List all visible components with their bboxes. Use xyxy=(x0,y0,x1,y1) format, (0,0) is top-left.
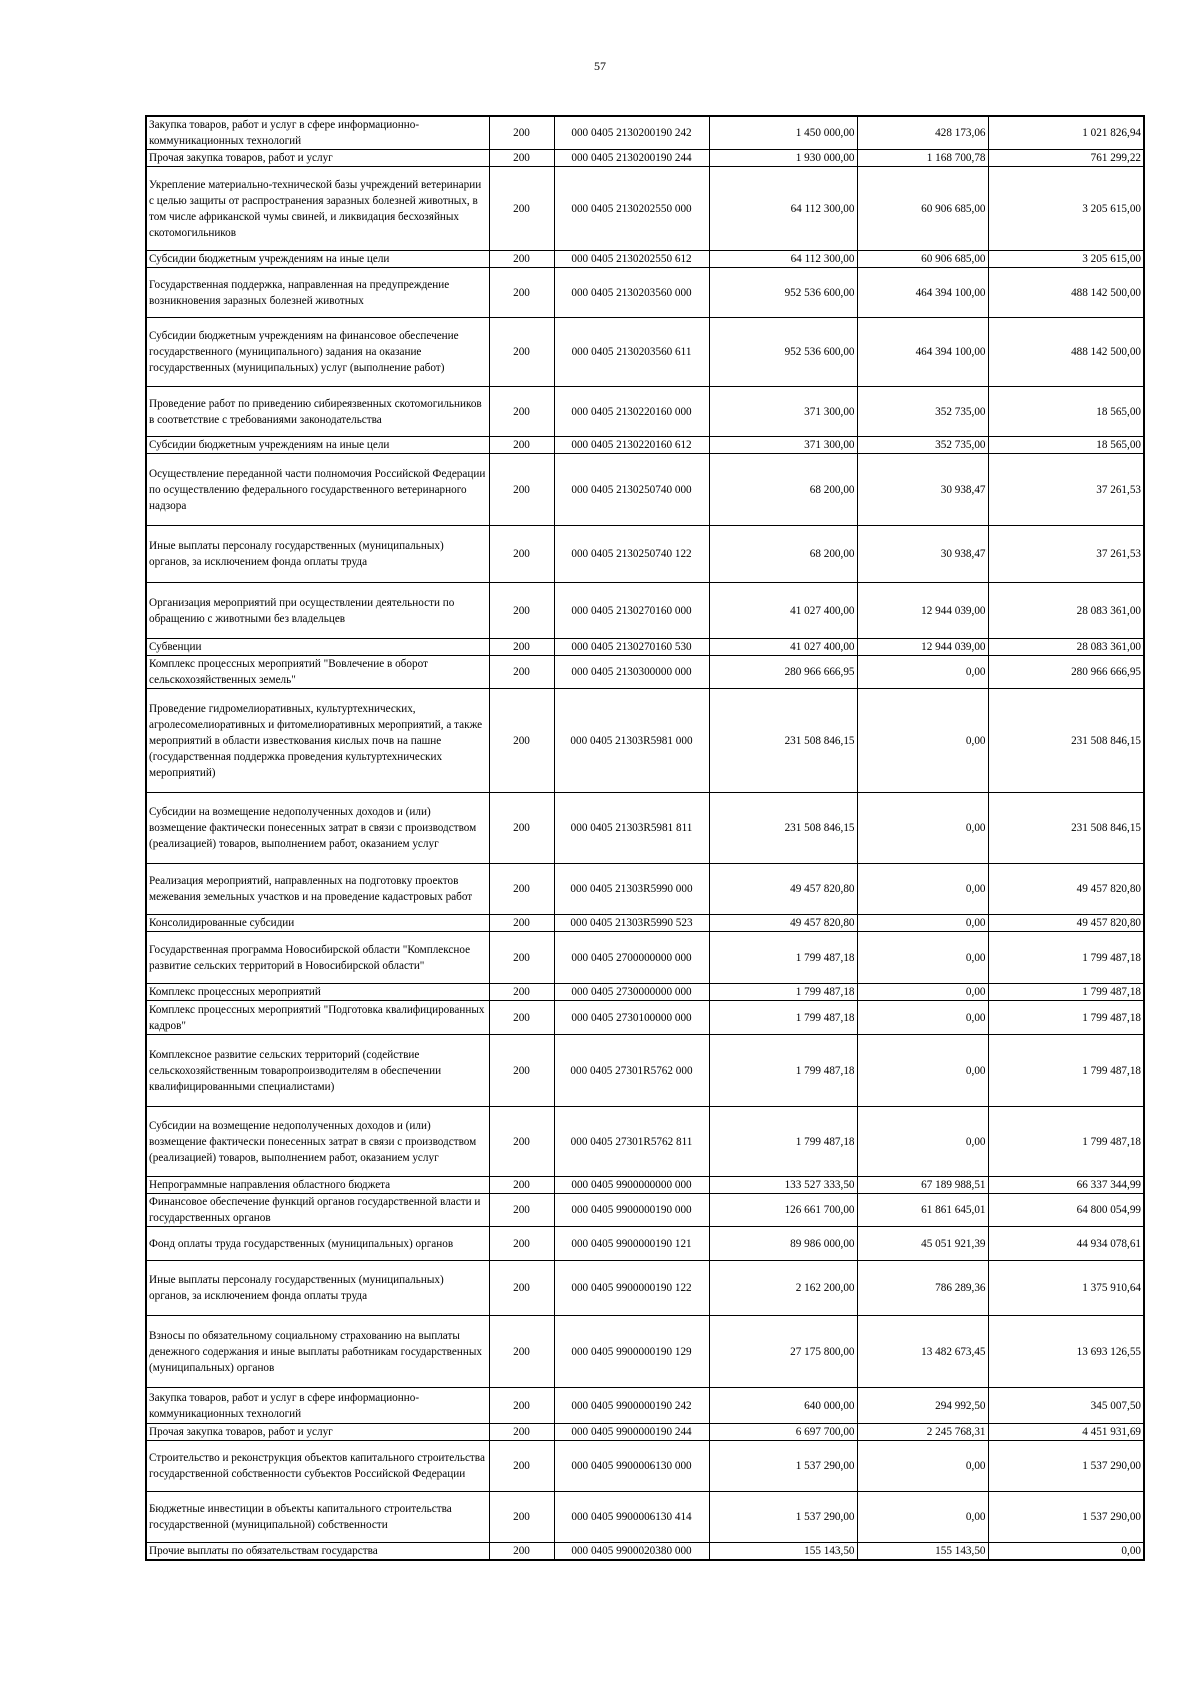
row-executed-amount: 464 394 100,00 xyxy=(857,318,988,387)
row-name: Иные выплаты персоналу государственных (муниципальных) органов, за исключением фонда оплаты труда xyxy=(146,1261,489,1316)
row-approved-amount: 41 027 400,00 xyxy=(709,639,857,656)
row-remaining-amount: 1 799 487,18 xyxy=(988,1001,1144,1035)
row-name: Комплекс процессных мероприятий "Вовлечение в оборот сельскохозяйственных земель" xyxy=(146,656,489,689)
row-approved-amount: 2 162 200,00 xyxy=(709,1261,857,1316)
row-remaining-amount: 13 693 126,55 xyxy=(988,1316,1144,1388)
row-classification-code: 000 0405 2130250740 000 xyxy=(554,454,709,526)
row-classification-code: 000 0405 27301R5762 811 xyxy=(554,1107,709,1177)
row-approved-amount: 640 000,00 xyxy=(709,1388,857,1424)
row-classification-code: 000 0405 2130270160 530 xyxy=(554,639,709,656)
table-row xyxy=(146,437,1144,454)
row-executed-amount: 0,00 xyxy=(857,932,988,984)
row-approved-amount: 371 300,00 xyxy=(709,387,857,437)
row-classification-code: 000 0405 2130200190 244 xyxy=(554,150,709,167)
table-row xyxy=(146,1001,1144,1035)
row-approved-amount: 41 027 400,00 xyxy=(709,583,857,639)
row-line-code: 200 xyxy=(489,1388,554,1424)
table-row xyxy=(146,1424,1144,1441)
row-remaining-amount: 18 565,00 xyxy=(988,387,1144,437)
row-line-code: 200 xyxy=(489,167,554,251)
row-name: Прочая закупка товаров, работ и услуг xyxy=(146,1424,489,1441)
row-classification-code: 000 0405 27301R5762 000 xyxy=(554,1035,709,1107)
row-name: Комплекс процессных мероприятий xyxy=(146,984,489,1001)
row-remaining-amount: 44 934 078,61 xyxy=(988,1227,1144,1261)
row-remaining-amount: 37 261,53 xyxy=(988,526,1144,583)
row-executed-amount: 155 143,50 xyxy=(857,1543,988,1561)
row-executed-amount: 0,00 xyxy=(857,1107,988,1177)
row-executed-amount: 61 861 645,01 xyxy=(857,1194,988,1227)
row-approved-amount: 1 799 487,18 xyxy=(709,1001,857,1035)
row-remaining-amount: 3 205 615,00 xyxy=(988,167,1144,251)
row-executed-amount: 45 051 921,39 xyxy=(857,1227,988,1261)
row-name: Комплексное развитие сельских территорий (содействие сельскохозяйственным товаропроизводителям в обеспечении квалифицированными специалистами) xyxy=(146,1035,489,1107)
table-row xyxy=(146,583,1144,639)
row-remaining-amount: 3 205 615,00 xyxy=(988,251,1144,268)
row-approved-amount: 280 966 666,95 xyxy=(709,656,857,689)
row-name: Взносы по обязательному социальному страхованию на выплаты денежного содержания и иные выплаты работникам государственных (муниципальных) органов xyxy=(146,1316,489,1388)
row-approved-amount: 49 457 820,80 xyxy=(709,915,857,932)
row-line-code: 200 xyxy=(489,1001,554,1035)
row-name: Осуществление переданной части полномочия Российской Федерации по осуществлению федерального государственного ветеринарного надзора xyxy=(146,454,489,526)
row-executed-amount: 352 735,00 xyxy=(857,387,988,437)
row-line-code: 200 xyxy=(489,251,554,268)
table-row xyxy=(146,1316,1144,1388)
table-row xyxy=(146,318,1144,387)
row-line-code: 200 xyxy=(489,1543,554,1561)
row-classification-code: 000 0405 9900000190 121 xyxy=(554,1227,709,1261)
row-classification-code: 000 0405 9900000000 000 xyxy=(554,1177,709,1194)
row-line-code: 200 xyxy=(489,689,554,793)
table-row xyxy=(146,167,1144,251)
row-remaining-amount: 1 799 487,18 xyxy=(988,1035,1144,1107)
row-remaining-amount: 231 508 846,15 xyxy=(988,793,1144,864)
table-row xyxy=(146,454,1144,526)
table-row xyxy=(146,150,1144,167)
row-executed-amount: 0,00 xyxy=(857,793,988,864)
row-line-code: 200 xyxy=(489,1316,554,1388)
row-name: Субсидии на возмещение недополученных доходов и (или) возмещение фактически понесенных затрат в связи с производством (реализацией) товаров, выполнением работ, оказанием услуг xyxy=(146,1107,489,1177)
row-line-code: 200 xyxy=(489,318,554,387)
row-executed-amount: 2 245 768,31 xyxy=(857,1424,988,1441)
row-approved-amount: 133 527 333,50 xyxy=(709,1177,857,1194)
row-approved-amount: 64 112 300,00 xyxy=(709,251,857,268)
row-classification-code: 000 0405 9900000190 129 xyxy=(554,1316,709,1388)
table-row xyxy=(146,1543,1144,1561)
row-name: Непрограммные направления областного бюджета xyxy=(146,1177,489,1194)
row-name: Финансовое обеспечение функций органов государственной власти и государственных органов xyxy=(146,1194,489,1227)
row-executed-amount: 464 394 100,00 xyxy=(857,268,988,318)
row-approved-amount: 1 799 487,18 xyxy=(709,932,857,984)
row-classification-code: 000 0405 2130202550 000 xyxy=(554,167,709,251)
row-name: Иные выплаты персоналу государственных (муниципальных) органов, за исключением фонда оплаты труда xyxy=(146,526,489,583)
row-remaining-amount: 761 299,22 xyxy=(988,150,1144,167)
row-line-code: 200 xyxy=(489,656,554,689)
row-remaining-amount: 18 565,00 xyxy=(988,437,1144,454)
row-line-code: 200 xyxy=(489,437,554,454)
table-row xyxy=(146,251,1144,268)
row-name: Субсидии на возмещение недополученных доходов и (или) возмещение фактически понесенных затрат в связи с производством (реализацией) товаров, выполнением работ, оказанием услуг xyxy=(146,793,489,864)
table-row xyxy=(146,1227,1144,1261)
table-row xyxy=(146,915,1144,932)
row-executed-amount: 0,00 xyxy=(857,1492,988,1543)
row-classification-code: 000 0405 2730000000 000 xyxy=(554,984,709,1001)
row-executed-amount: 13 482 673,45 xyxy=(857,1316,988,1388)
row-approved-amount: 155 143,50 xyxy=(709,1543,857,1561)
row-approved-amount: 1 537 290,00 xyxy=(709,1492,857,1543)
row-executed-amount: 67 189 988,51 xyxy=(857,1177,988,1194)
row-executed-amount: 60 906 685,00 xyxy=(857,167,988,251)
row-remaining-amount: 49 457 820,80 xyxy=(988,864,1144,915)
row-executed-amount: 60 906 685,00 xyxy=(857,251,988,268)
row-executed-amount: 0,00 xyxy=(857,984,988,1001)
row-line-code: 200 xyxy=(489,984,554,1001)
row-remaining-amount: 1 799 487,18 xyxy=(988,984,1144,1001)
table-row xyxy=(146,526,1144,583)
row-name: Прочая закупка товаров, работ и услуг xyxy=(146,150,489,167)
row-remaining-amount: 231 508 846,15 xyxy=(988,689,1144,793)
row-approved-amount: 6 697 700,00 xyxy=(709,1424,857,1441)
row-classification-code: 000 0405 2730100000 000 xyxy=(554,1001,709,1035)
row-remaining-amount: 345 007,50 xyxy=(988,1388,1144,1424)
row-classification-code: 000 0405 9900006130 000 xyxy=(554,1441,709,1492)
row-approved-amount: 1 799 487,18 xyxy=(709,984,857,1001)
row-remaining-amount: 64 800 054,99 xyxy=(988,1194,1144,1227)
table-row xyxy=(146,1177,1144,1194)
row-classification-code: 000 0405 2130203560 000 xyxy=(554,268,709,318)
row-line-code: 200 xyxy=(489,793,554,864)
row-remaining-amount: 488 142 500,00 xyxy=(988,318,1144,387)
row-approved-amount: 1 537 290,00 xyxy=(709,1441,857,1492)
row-executed-amount: 0,00 xyxy=(857,656,988,689)
row-executed-amount: 30 938,47 xyxy=(857,526,988,583)
row-line-code: 200 xyxy=(489,1035,554,1107)
row-name: Проведение гидромелиоративных, культуртехнических, агролесомелиоративных и фитомелиоративных мероприятий, а также мероприятий в области известкования кислых почв на пашне (государственная поддержка проведения культуртехнических мероприятий) xyxy=(146,689,489,793)
row-name: Государственная программа Новосибирской области "Комплексное развитие сельских территорий в Новосибирской области" xyxy=(146,932,489,984)
row-classification-code: 000 0405 9900020380 000 xyxy=(554,1543,709,1561)
row-classification-code: 000 0405 2130200190 242 xyxy=(554,116,709,150)
table-row xyxy=(146,1107,1144,1177)
row-executed-amount: 0,00 xyxy=(857,915,988,932)
row-line-code: 200 xyxy=(489,1261,554,1316)
row-line-code: 200 xyxy=(489,387,554,437)
row-line-code: 200 xyxy=(489,1107,554,1177)
row-approved-amount: 1 799 487,18 xyxy=(709,1107,857,1177)
budget-execution-table xyxy=(145,115,1145,1561)
row-classification-code: 000 0405 9900000190 000 xyxy=(554,1194,709,1227)
row-classification-code: 000 0405 9900000190 244 xyxy=(554,1424,709,1441)
row-name: Закупка товаров, работ и услуг в сфере информационно-коммуникационных технологий xyxy=(146,116,489,150)
row-remaining-amount: 4 451 931,69 xyxy=(988,1424,1144,1441)
row-line-code: 200 xyxy=(489,150,554,167)
row-approved-amount: 49 457 820,80 xyxy=(709,864,857,915)
row-executed-amount: 786 289,36 xyxy=(857,1261,988,1316)
row-executed-amount: 352 735,00 xyxy=(857,437,988,454)
page-number: 57 xyxy=(594,59,606,73)
row-name: Реализация мероприятий, направленных на подготовку проектов межевания земельных участков и на проведение кадастровых работ xyxy=(146,864,489,915)
row-line-code: 200 xyxy=(489,116,554,150)
row-name: Субсидии бюджетным учреждениям на иные цели xyxy=(146,437,489,454)
row-line-code: 200 xyxy=(489,268,554,318)
row-executed-amount: 30 938,47 xyxy=(857,454,988,526)
row-line-code: 200 xyxy=(489,1194,554,1227)
row-line-code: 200 xyxy=(489,915,554,932)
row-classification-code: 000 0405 2130203560 611 xyxy=(554,318,709,387)
row-classification-code: 000 0405 2130270160 000 xyxy=(554,583,709,639)
row-name: Бюджетные инвестиции в объекты капитального строительства государственной (муниципальной) собственности xyxy=(146,1492,489,1543)
row-line-code: 200 xyxy=(489,454,554,526)
row-remaining-amount: 28 083 361,00 xyxy=(988,639,1144,656)
row-approved-amount: 1 450 000,00 xyxy=(709,116,857,150)
row-executed-amount: 12 944 039,00 xyxy=(857,583,988,639)
table-row xyxy=(146,639,1144,656)
table-row xyxy=(146,864,1144,915)
row-line-code: 200 xyxy=(489,1441,554,1492)
row-name: Укрепление материально-технической базы учреждений ветеринарии с целью защиты от распространения заразных болезней животных, в том числе африканской чумы свиней, и ликвидация бесхозяйных скотомогильников xyxy=(146,167,489,251)
row-approved-amount: 64 112 300,00 xyxy=(709,167,857,251)
row-name: Закупка товаров, работ и услуг в сфере информационно-коммуникационных технологий xyxy=(146,1388,489,1424)
row-line-code: 200 xyxy=(489,1227,554,1261)
row-classification-code: 000 0405 2130202550 612 xyxy=(554,251,709,268)
row-line-code: 200 xyxy=(489,932,554,984)
row-executed-amount: 1 168 700,78 xyxy=(857,150,988,167)
row-remaining-amount: 0,00 xyxy=(988,1543,1144,1561)
row-line-code: 200 xyxy=(489,526,554,583)
row-name: Субсидии бюджетным учреждениям на финансовое обеспечение государственного (муниципального) задания на оказание государственных (муниципальных) услуг (выполнение работ) xyxy=(146,318,489,387)
row-executed-amount: 0,00 xyxy=(857,689,988,793)
row-line-code: 200 xyxy=(489,639,554,656)
table-row xyxy=(146,1194,1144,1227)
row-classification-code: 000 0405 21303R5981 811 xyxy=(554,793,709,864)
row-executed-amount: 0,00 xyxy=(857,1001,988,1035)
row-classification-code: 000 0405 9900000190 122 xyxy=(554,1261,709,1316)
row-remaining-amount: 280 966 666,95 xyxy=(988,656,1144,689)
row-executed-amount: 12 944 039,00 xyxy=(857,639,988,656)
table-row xyxy=(146,932,1144,984)
row-line-code: 200 xyxy=(489,1177,554,1194)
row-remaining-amount: 1 537 290,00 xyxy=(988,1492,1144,1543)
row-executed-amount: 0,00 xyxy=(857,864,988,915)
row-classification-code: 000 0405 2700000000 000 xyxy=(554,932,709,984)
row-name: Консолидированные субсидии xyxy=(146,915,489,932)
row-remaining-amount: 1 537 290,00 xyxy=(988,1441,1144,1492)
row-line-code: 200 xyxy=(489,864,554,915)
row-classification-code: 000 0405 2130220160 000 xyxy=(554,387,709,437)
row-name: Субсидии бюджетным учреждениям на иные цели xyxy=(146,251,489,268)
table-row xyxy=(146,656,1144,689)
table-row xyxy=(146,1261,1144,1316)
row-classification-code: 000 0405 21303R5990 523 xyxy=(554,915,709,932)
row-remaining-amount: 66 337 344,99 xyxy=(988,1177,1144,1194)
row-executed-amount: 0,00 xyxy=(857,1441,988,1492)
row-name: Строительство и реконструкция объектов капитального строительства государственной собственности субъектов Российской Федерации xyxy=(146,1441,489,1492)
row-name: Фонд оплаты труда государственных (муниципальных) органов xyxy=(146,1227,489,1261)
row-remaining-amount: 37 261,53 xyxy=(988,454,1144,526)
table-row xyxy=(146,1388,1144,1424)
row-classification-code: 000 0405 21303R5981 000 xyxy=(554,689,709,793)
table-row xyxy=(146,1441,1144,1492)
row-approved-amount: 952 536 600,00 xyxy=(709,318,857,387)
table-row xyxy=(146,268,1144,318)
table-row xyxy=(146,689,1144,793)
row-approved-amount: 89 986 000,00 xyxy=(709,1227,857,1261)
row-line-code: 200 xyxy=(489,1424,554,1441)
row-approved-amount: 231 508 846,15 xyxy=(709,793,857,864)
row-name: Организация мероприятий при осуществлении деятельности по обращению с животными без владельцев xyxy=(146,583,489,639)
row-approved-amount: 68 200,00 xyxy=(709,454,857,526)
row-approved-amount: 68 200,00 xyxy=(709,526,857,583)
row-name: Проведение работ по приведению сибиреязвенных скотомогильников в соответствие с требованиями законодательства xyxy=(146,387,489,437)
row-approved-amount: 1 799 487,18 xyxy=(709,1035,857,1107)
row-approved-amount: 231 508 846,15 xyxy=(709,689,857,793)
row-approved-amount: 371 300,00 xyxy=(709,437,857,454)
table-row xyxy=(146,793,1144,864)
row-approved-amount: 1 930 000,00 xyxy=(709,150,857,167)
row-classification-code: 000 0405 2130250740 122 xyxy=(554,526,709,583)
table-row xyxy=(146,984,1144,1001)
row-approved-amount: 27 175 800,00 xyxy=(709,1316,857,1388)
row-classification-code: 000 0405 2130220160 612 xyxy=(554,437,709,454)
row-classification-code: 000 0405 9900000190 242 xyxy=(554,1388,709,1424)
row-name: Субвенции xyxy=(146,639,489,656)
row-remaining-amount: 488 142 500,00 xyxy=(988,268,1144,318)
row-executed-amount: 428 173,06 xyxy=(857,116,988,150)
row-remaining-amount: 1 021 826,94 xyxy=(988,116,1144,150)
row-remaining-amount: 49 457 820,80 xyxy=(988,915,1144,932)
row-line-code: 200 xyxy=(489,583,554,639)
row-remaining-amount: 1 799 487,18 xyxy=(988,932,1144,984)
row-approved-amount: 126 661 700,00 xyxy=(709,1194,857,1227)
table-row xyxy=(146,1492,1144,1543)
row-line-code: 200 xyxy=(489,1492,554,1543)
row-approved-amount: 952 536 600,00 xyxy=(709,268,857,318)
row-executed-amount: 0,00 xyxy=(857,1035,988,1107)
row-classification-code: 000 0405 9900006130 414 xyxy=(554,1492,709,1543)
table-row xyxy=(146,116,1144,150)
table-row xyxy=(146,1035,1144,1107)
row-executed-amount: 294 992,50 xyxy=(857,1388,988,1424)
row-classification-code: 000 0405 21303R5990 000 xyxy=(554,864,709,915)
row-classification-code: 000 0405 2130300000 000 xyxy=(554,656,709,689)
row-name: Прочие выплаты по обязательствам государства xyxy=(146,1543,489,1561)
row-remaining-amount: 1 375 910,64 xyxy=(988,1261,1144,1316)
row-name: Комплекс процессных мероприятий "Подготовка квалифицированных кадров" xyxy=(146,1001,489,1035)
row-remaining-amount: 1 799 487,18 xyxy=(988,1107,1144,1177)
row-name: Государственная поддержка, направленная на предупреждение возникновения заразных болезней животных xyxy=(146,268,489,318)
row-remaining-amount: 28 083 361,00 xyxy=(988,583,1144,639)
table-row xyxy=(146,387,1144,437)
